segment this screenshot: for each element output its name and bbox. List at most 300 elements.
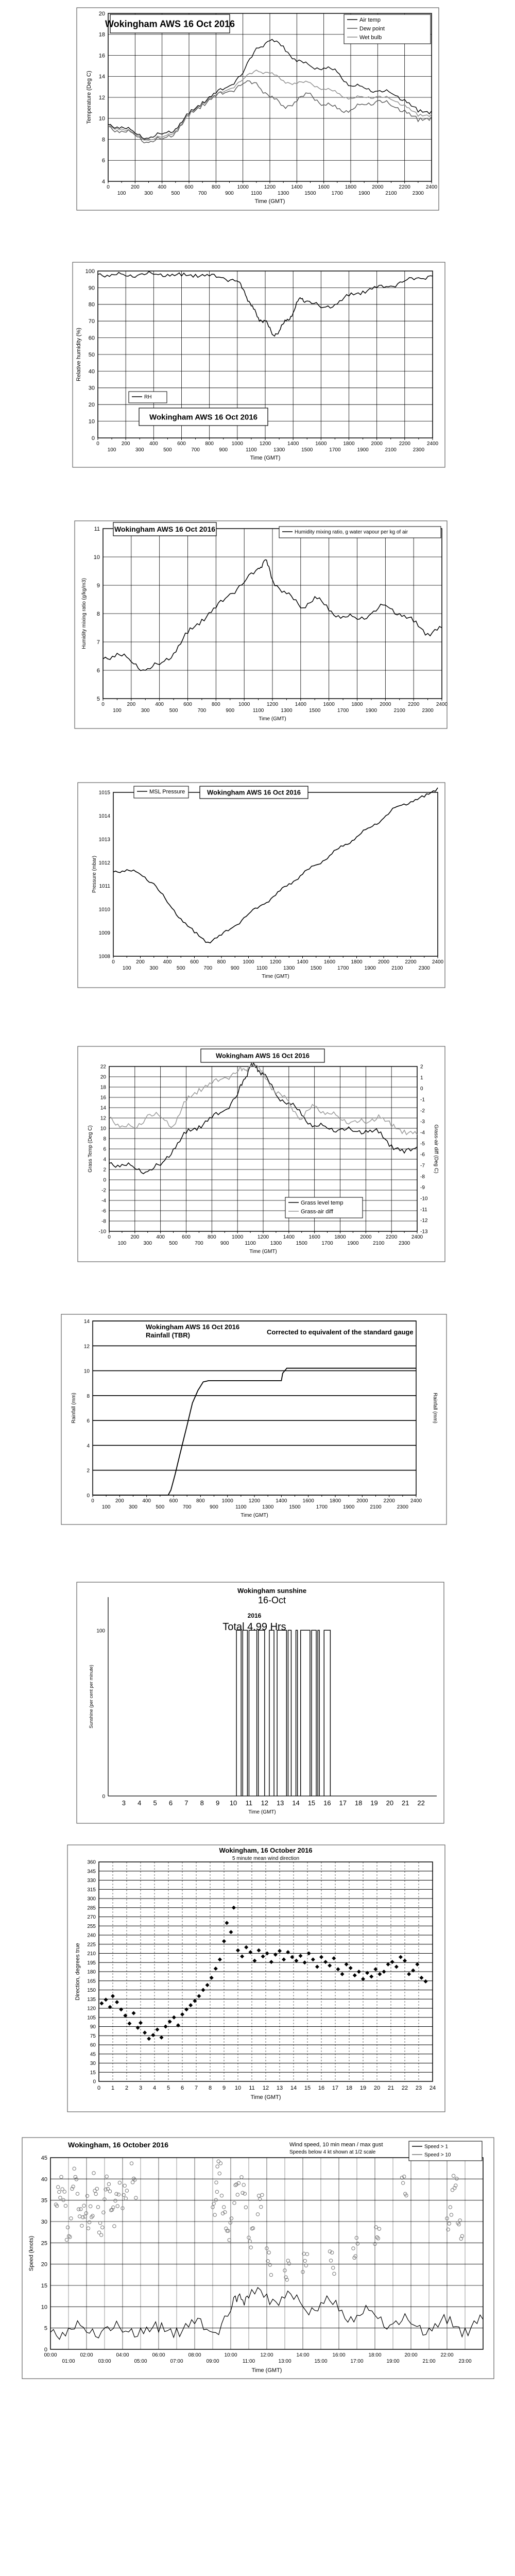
x-tick-label: 16 <box>318 2085 325 2091</box>
x-tick-label: 300 <box>143 1241 152 1246</box>
rainfall-chart <box>61 1314 447 1525</box>
x-tick-label: 1600 <box>318 184 330 190</box>
x-tick-label: 12 <box>261 1799 269 1807</box>
x-tick-label: 01:00 <box>62 2359 75 2364</box>
y-tick-label: 225 <box>87 1942 96 1948</box>
x-tick-label: 22 <box>417 1799 425 1807</box>
x-tick-label: 1600 <box>308 1234 320 1240</box>
x-tick-label: 1700 <box>329 447 341 453</box>
x-tick-label: 600 <box>169 1498 178 1504</box>
wind-direction-chart <box>67 1844 445 2112</box>
x-tick-label: 1200 <box>266 702 279 707</box>
x-tick-label: 07:00 <box>170 2359 183 2364</box>
y-tick-label: 40 <box>41 2176 47 2183</box>
x-tick-label: 1200 <box>248 1498 261 1504</box>
x-tick-label: 1800 <box>351 959 363 965</box>
x-tick-label: 19 <box>370 1799 378 1807</box>
y-tick-label: 6 <box>87 1418 90 1425</box>
x-tick-label: 13 <box>276 2085 283 2091</box>
x-tick-label: 1500 <box>310 965 322 971</box>
x-tick-label: 18 <box>354 1799 363 1807</box>
chart-title: Wokingham AWS 16 Oct 2016 <box>105 19 235 29</box>
y-tick-label: 80 <box>88 301 95 308</box>
y-axis-label: Rainfall (mm) <box>71 1393 77 1423</box>
x-tick-label: 1700 <box>321 1241 333 1246</box>
y-tick-label: 40 <box>88 368 95 375</box>
legend-label: Speed > 10 <box>424 2152 451 2158</box>
chart-note: Speeds below 4 kt shown at 1/2 scale <box>289 2149 376 2155</box>
y-tick-label: 1013 <box>98 837 110 843</box>
x-tick-label: 700 <box>197 708 207 714</box>
y-tick-label: 12 <box>83 1344 90 1350</box>
legend-label: Wet bulb <box>359 34 382 41</box>
x-tick-label: 0 <box>112 959 115 965</box>
y-tick-label: 12 <box>100 1115 106 1122</box>
y-tick-label: 180 <box>87 1969 96 1975</box>
x-tick-label: 2200 <box>408 702 420 707</box>
x-tick-label: 200 <box>130 1234 140 1240</box>
y-tick-label: 270 <box>87 1914 96 1920</box>
y-tick-label: 8 <box>87 1393 90 1399</box>
y-tick-label: 90 <box>90 2024 96 2030</box>
x-tick-label: 7 <box>194 2085 198 2091</box>
x-tick-label: 400 <box>142 1498 151 1504</box>
y2-tick-label: -10 <box>420 1196 428 1202</box>
x-tick-label: 400 <box>155 702 164 707</box>
x-tick-label: 1400 <box>276 1498 287 1504</box>
y-tick-label: 22 <box>100 1064 106 1070</box>
x-tick-label: 2100 <box>391 965 403 971</box>
x-tick-label: 400 <box>149 441 158 447</box>
x-axis-label: Time (GMT) <box>250 455 281 461</box>
x-tick-label: 300 <box>135 447 144 453</box>
y-tick-label: 100 <box>96 1628 105 1634</box>
y-tick-label: 8 <box>103 1136 106 1142</box>
x-tick-label: 800 <box>211 184 220 190</box>
x-axis-label: Time (GMT) <box>254 198 285 205</box>
x-tick-label: 19:00 <box>386 2359 400 2364</box>
y-tick-label: 10 <box>98 115 105 122</box>
x-tick-label: 1700 <box>337 708 349 714</box>
x-tick-label: 22 <box>401 2085 408 2091</box>
x-tick-label: 800 <box>196 1498 205 1504</box>
y-tick-label: 14 <box>83 1319 90 1325</box>
x-tick-label: 15:00 <box>314 2359 328 2364</box>
y-tick-label: 18 <box>100 1084 106 1091</box>
y-tick-label: 0 <box>91 435 95 442</box>
y-axis-label-right: Grass-air diff (Deg C) <box>433 1124 439 1174</box>
x-tick-label: 1200 <box>269 959 282 965</box>
chart-year: 2016 <box>247 1612 262 1619</box>
x-tick-label: 9 <box>216 1799 220 1807</box>
x-tick-label: 0 <box>101 702 105 707</box>
y-tick-label: 16 <box>98 53 105 59</box>
x-tick-label: 23:00 <box>458 2359 472 2364</box>
plot-area <box>93 1321 416 1495</box>
y-tick-label: 14 <box>98 74 105 80</box>
legend-label: Air temp <box>359 16 381 23</box>
x-tick-label: 10:00 <box>224 2352 237 2358</box>
x-tick-label: 400 <box>158 184 167 190</box>
y-tick-label: 20 <box>41 2261 47 2268</box>
y-tick-label: -4 <box>101 1198 106 1204</box>
y-tick-label: 2 <box>103 1167 106 1173</box>
x-tick-label: 2000 <box>360 1234 372 1240</box>
y-tick-label: 45 <box>90 2052 96 2058</box>
y-tick-label: 100 <box>85 268 95 275</box>
y-tick-label: 30 <box>88 385 95 392</box>
x-tick-label: 2200 <box>383 1498 395 1504</box>
y-tick-label: 2 <box>87 1468 90 1474</box>
x-tick-label: 1900 <box>365 708 377 714</box>
x-tick-label: 400 <box>163 959 172 965</box>
x-tick-label: 00:00 <box>44 2352 57 2358</box>
x-tick-label: 600 <box>183 702 192 707</box>
chart-title: Wokingham AWS 16 Oct 2016 <box>207 788 301 796</box>
y-tick-label: 35 <box>41 2197 47 2204</box>
y-tick-label: 60 <box>88 335 95 342</box>
x-tick-label: 21:00 <box>422 2359 436 2364</box>
x-tick-label: 500 <box>171 191 180 196</box>
x-tick-label: 500 <box>176 965 185 971</box>
legend-label: Dew point <box>359 25 385 32</box>
chart-total: Total 4.99 Hrs <box>222 1621 286 1633</box>
x-tick-label: 1000 <box>231 441 243 447</box>
x-tick-label: 300 <box>129 1504 138 1510</box>
y-tick-label: 15 <box>41 2283 47 2289</box>
x-tick-label: 1200 <box>257 1234 269 1240</box>
x-tick-label: 900 <box>225 191 234 196</box>
x-tick-label: 13 <box>276 1799 284 1807</box>
x-tick-label: 1600 <box>323 959 336 965</box>
x-tick-label: 1000 <box>221 1498 233 1504</box>
y2-tick-label: -1 <box>420 1097 425 1103</box>
x-tick-label: 2100 <box>385 447 397 453</box>
y-tick-label: 20 <box>88 402 95 409</box>
y2-tick-label: 1 <box>420 1075 423 1081</box>
x-axis-label: Time (GMT) <box>249 1249 277 1255</box>
y-axis-label: Relative humidity (%) <box>76 328 82 381</box>
x-tick-label: 4 <box>152 2085 157 2091</box>
x-tick-label: 8 <box>208 2085 212 2091</box>
x-tick-label: 10 <box>229 1799 237 1807</box>
x-tick-label: 14:00 <box>296 2352 310 2358</box>
y-tick-label: 5 <box>44 2325 47 2332</box>
y-tick-label: 195 <box>87 1960 96 1966</box>
y2-tick-label: 0 <box>420 1086 423 1092</box>
y-tick-label: -6 <box>101 1208 106 1214</box>
y-tick-label: 0 <box>93 2079 96 2085</box>
x-axis-label: Time (GMT) <box>251 2367 282 2374</box>
x-tick-label: 900 <box>226 708 235 714</box>
y-tick-label: 5 <box>96 696 100 702</box>
x-tick-label: 1700 <box>337 965 349 971</box>
x-tick-label: 1900 <box>357 447 369 453</box>
sunshine-chart <box>76 1582 444 1824</box>
x-tick-label: 2400 <box>426 441 439 447</box>
y-tick-label: 255 <box>87 1923 96 1929</box>
x-tick-label: 8 <box>200 1799 204 1807</box>
legend-label: RH <box>144 394 152 400</box>
y-tick-label: 300 <box>87 1896 96 1902</box>
x-tick-label: 23 <box>415 2085 422 2091</box>
x-tick-label: 3 <box>139 2085 143 2091</box>
y-tick-label: 315 <box>87 1887 96 1893</box>
x-tick-label: 2 <box>125 2085 129 2091</box>
chart-title: Wokingham AWS 16 Oct 2016 <box>149 413 258 422</box>
x-tick-label: 500 <box>169 708 178 714</box>
x-tick-label: 1100 <box>256 965 268 971</box>
y-tick-label: -8 <box>101 1218 106 1225</box>
x-tick-label: 400 <box>156 1234 165 1240</box>
sunshine-chart-svg <box>76 1582 444 1824</box>
x-tick-label: 1600 <box>315 441 327 447</box>
x-tick-label: 1500 <box>304 191 316 196</box>
x-tick-label: 100 <box>117 191 126 196</box>
x-tick-label: 1300 <box>270 1241 282 1246</box>
x-tick-label: 1700 <box>316 1504 328 1510</box>
x-tick-label: 500 <box>156 1504 165 1510</box>
y2-tick-label: -11 <box>420 1207 427 1213</box>
y2-tick-label: -3 <box>420 1119 425 1125</box>
x-tick-label: 1900 <box>358 191 370 196</box>
x-tick-label: 0 <box>96 441 99 447</box>
x-tick-label: 1900 <box>343 1504 355 1510</box>
x-tick-label: 1400 <box>297 959 308 965</box>
y-tick-label: 15 <box>90 2070 96 2076</box>
y-axis-label: Temperature (Deg C) <box>86 71 92 124</box>
x-tick-label: 1800 <box>343 441 355 447</box>
legend-box <box>344 14 431 44</box>
x-tick-label: 10 <box>234 2085 242 2091</box>
x-tick-label: 1800 <box>351 702 363 707</box>
x-tick-label: 2300 <box>422 708 434 714</box>
y-tick-label: 75 <box>90 2033 96 2039</box>
legend-label: Grass level temp <box>301 1199 344 1206</box>
x-tick-label: 600 <box>182 1234 191 1240</box>
x-tick-label: 2400 <box>411 1234 423 1240</box>
x-tick-label: 800 <box>217 959 226 965</box>
x-tick-label: 1300 <box>283 965 295 971</box>
y2-tick-label: -5 <box>420 1141 425 1147</box>
x-tick-label: 1 <box>111 2085 115 2091</box>
x-tick-label: 2200 <box>399 184 410 190</box>
x-tick-label: 02:00 <box>80 2352 93 2358</box>
x-tick-label: 300 <box>149 965 159 971</box>
x-tick-label: 800 <box>207 1234 216 1240</box>
y-tick-label: 1011 <box>99 884 110 890</box>
legend-label: Humidity mixing ratio, g water vapour per kg of air <box>295 529 408 535</box>
x-tick-label: 100 <box>101 1504 111 1510</box>
x-tick-label: 1000 <box>243 959 254 965</box>
y-tick-label: 1014 <box>98 813 110 819</box>
x-tick-label: 600 <box>177 441 186 447</box>
x-tick-label: 16 <box>323 1799 331 1807</box>
x-tick-label: 21 <box>387 2085 394 2091</box>
chart-title: Wokingham sunshine <box>237 1587 307 1595</box>
x-tick-label: 600 <box>184 184 194 190</box>
x-axis-label: Time (GMT) <box>262 974 289 979</box>
y-tick-label: 1009 <box>98 930 110 937</box>
x-tick-label: 04:00 <box>116 2352 129 2358</box>
x-tick-label: 200 <box>136 959 145 965</box>
y2-tick-label: -4 <box>420 1130 425 1136</box>
y-axis-label: Grass Temp (Deg C) <box>88 1125 93 1173</box>
x-tick-label: 200 <box>127 702 136 707</box>
chart-title: Wokingham AWS 16 Oct 2016 <box>215 1052 310 1060</box>
y-axis-label: Speed (knots) <box>28 2235 35 2272</box>
x-tick-label: 100 <box>107 447 116 453</box>
y2-tick-label: 2 <box>420 1064 423 1070</box>
x-tick-label: 13:00 <box>278 2359 291 2364</box>
chart-annotation: Corrected to equivalent of the standard gauge <box>267 1328 414 1336</box>
x-tick-label: 100 <box>122 965 131 971</box>
y2-tick-label: -7 <box>420 1163 425 1169</box>
chart-subtitle: 5 minute mean wind direction <box>232 1856 300 1861</box>
chart-title: Wokingham, 16 October 2016 <box>68 2141 169 2149</box>
x-tick-label: 900 <box>210 1504 218 1510</box>
y-tick-label: 8 <box>101 137 105 143</box>
x-tick-label: 18 <box>346 2085 353 2091</box>
x-tick-label: 1400 <box>287 441 299 447</box>
y-tick-label: 45 <box>41 2155 47 2161</box>
legend-label: MSL Pressure <box>149 788 185 795</box>
x-tick-label: 1100 <box>246 447 257 453</box>
x-tick-label: 700 <box>203 965 213 971</box>
x-tick-label: 1100 <box>245 1241 256 1246</box>
grass-temperature-chart-svg <box>77 1046 445 1262</box>
y-tick-label: 1010 <box>98 907 110 913</box>
chart-subtitle: Rainfall (TBR) <box>146 1331 190 1339</box>
x-tick-label: 0 <box>108 1234 111 1240</box>
y-tick-label: 70 <box>88 318 95 325</box>
x-tick-label: 1300 <box>273 447 285 453</box>
x-tick-label: 100 <box>113 708 122 714</box>
x-tick-label: 14 <box>292 1799 300 1807</box>
chart-subtitle: 16-Oct <box>258 1595 286 1605</box>
x-tick-label: 7 <box>184 1799 188 1807</box>
y-tick-label: 120 <box>87 2006 96 2012</box>
x-tick-label: 12:00 <box>260 2352 273 2358</box>
x-tick-label: 2100 <box>373 1241 385 1246</box>
x-axis-label: Time (GMT) <box>241 1513 268 1518</box>
x-tick-label: 2000 <box>371 441 383 447</box>
pressure-chart-svg <box>77 782 445 988</box>
x-tick-label: 2300 <box>397 1504 408 1510</box>
x-tick-label: 17:00 <box>350 2359 364 2364</box>
wind-speed-chart <box>22 2137 494 2379</box>
chart-title: Wokingham AWS 16 Oct 2016 <box>146 1323 240 1331</box>
x-tick-label: 1900 <box>364 965 376 971</box>
y-tick-label: 12 <box>98 94 105 101</box>
x-tick-label: 200 <box>115 1498 124 1504</box>
y-tick-label: 7 <box>96 639 100 646</box>
x-axis-label: Time (GMT) <box>250 2094 281 2100</box>
y-tick-label: 10 <box>100 1126 106 1132</box>
x-tick-label: 2400 <box>425 184 438 190</box>
temperature-chart-svg <box>76 7 439 211</box>
x-tick-label: 200 <box>121 441 130 447</box>
x-tick-label: 1100 <box>235 1504 247 1510</box>
x-tick-label: 1500 <box>301 447 313 453</box>
x-tick-label: 2300 <box>418 965 430 971</box>
x-tick-label: 1600 <box>323 702 335 707</box>
x-tick-label: 900 <box>219 447 228 453</box>
x-tick-label: 1700 <box>331 191 343 196</box>
y-tick-label: 10 <box>41 2304 47 2311</box>
x-tick-label: 2300 <box>413 447 425 453</box>
y-tick-label: 60 <box>90 2042 96 2048</box>
x-tick-label: 700 <box>191 447 200 453</box>
y-tick-label: 10 <box>83 1368 90 1375</box>
x-tick-label: 1300 <box>281 708 293 714</box>
x-tick-label: 1300 <box>278 191 289 196</box>
x-tick-label: 5 <box>166 2085 170 2091</box>
y-tick-label: 20 <box>98 10 105 17</box>
x-tick-label: 2200 <box>405 959 417 965</box>
x-tick-label: 06:00 <box>152 2352 165 2358</box>
x-tick-label: 2400 <box>432 959 444 965</box>
legend-label: Speed > 1 <box>424 2144 448 2150</box>
y-tick-label: 10 <box>88 418 95 425</box>
x-tick-label: 800 <box>211 702 220 707</box>
x-tick-label: 1300 <box>262 1504 274 1510</box>
x-tick-label: 2200 <box>399 441 410 447</box>
x-tick-label: 2200 <box>386 1234 398 1240</box>
x-tick-label: 20 <box>373 2085 381 2091</box>
x-tick-label: 03:00 <box>98 2359 111 2364</box>
x-tick-label: 2000 <box>377 959 390 965</box>
x-tick-label: 1100 <box>252 708 264 714</box>
y-tick-label: 30 <box>90 2061 96 2066</box>
x-tick-label: 6 <box>168 1799 173 1807</box>
x-tick-label: 1800 <box>329 1498 341 1504</box>
y-tick-label: 210 <box>87 1951 96 1957</box>
x-tick-label: 700 <box>182 1504 192 1510</box>
y-tick-label: 10 <box>93 554 100 561</box>
y2-tick-label: -9 <box>420 1185 425 1191</box>
x-tick-label: 800 <box>205 441 214 447</box>
y-tick-label: 6 <box>101 158 105 164</box>
x-axis-label: Time (GMT) <box>259 716 286 722</box>
y-tick-label: 345 <box>87 1869 96 1875</box>
y-tick-label: 0 <box>102 1794 105 1800</box>
x-tick-label: 500 <box>163 447 172 453</box>
x-tick-label: 2100 <box>370 1504 382 1510</box>
mixing-ratio-chart-svg <box>74 520 448 729</box>
y-tick-label: 1012 <box>98 860 110 866</box>
x-tick-label: 1400 <box>291 184 303 190</box>
x-tick-label: 1800 <box>345 184 357 190</box>
x-tick-label: 700 <box>195 1241 203 1246</box>
y2-tick-label: -8 <box>420 1174 425 1180</box>
y-tick-label: 135 <box>87 1996 96 2003</box>
y-tick-label: 360 <box>87 1859 96 1866</box>
legend-label: Grass-air diff <box>301 1208 333 1215</box>
x-tick-label: 1100 <box>251 191 262 196</box>
chart-subtitle: Wind speed, 10 min mean / max gust <box>289 2142 383 2148</box>
y-tick-label: 18 <box>98 31 105 38</box>
x-tick-label: 20 <box>386 1799 394 1807</box>
y-tick-label: 105 <box>87 2015 96 2021</box>
x-tick-label: 1400 <box>295 702 306 707</box>
x-tick-label: 2000 <box>356 1498 368 1504</box>
y-axis-label: Humidity mixing ratio (g/kg/m3) <box>81 578 87 649</box>
x-tick-label: 11:00 <box>242 2359 255 2364</box>
y2-tick-label: -2 <box>420 1108 425 1114</box>
plot-area <box>113 792 438 956</box>
y-tick-label: 150 <box>87 1988 96 1993</box>
